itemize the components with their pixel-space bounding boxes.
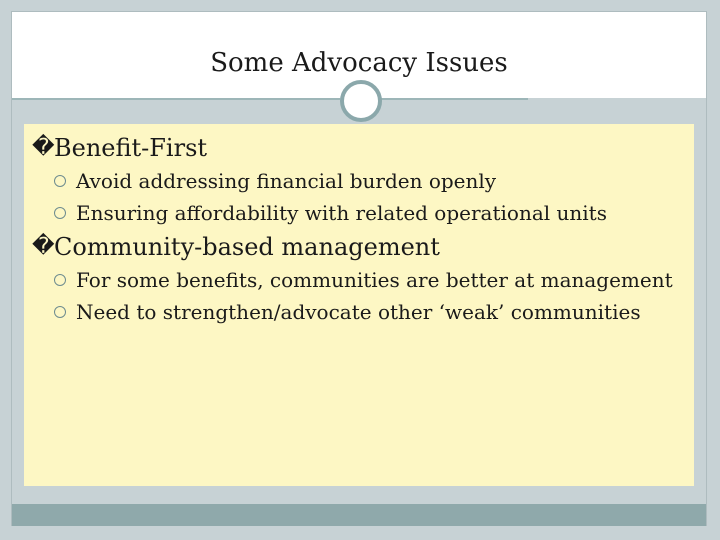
sub-bullet-text: Avoid addressing financial burden openly [76, 169, 497, 193]
sub-bullet [54, 168, 692, 194]
missing-glyph-icon: � [32, 234, 55, 259]
sub-bullet [54, 299, 692, 325]
footer-bar [12, 504, 706, 526]
circle-bullet-icon [54, 306, 66, 318]
bullet-group-benefit-first [32, 133, 692, 226]
sub-bullet-text: Ensuring affordability with related operational units [76, 201, 607, 225]
bullet-heading [32, 232, 692, 262]
circle-bullet-icon [54, 207, 66, 219]
bullet-heading-text: Community-based management [54, 233, 440, 261]
sub-bullet [54, 267, 692, 293]
bullet-heading-text: Benefit-First [54, 134, 208, 162]
bullet-list [32, 133, 692, 331]
circle-bullet-icon [54, 175, 66, 187]
sub-bullet-text: For some benefits, communities are better at management [76, 268, 673, 292]
sub-bullet [54, 200, 692, 226]
missing-glyph-icon: � [32, 135, 55, 160]
title-rule-left [12, 98, 340, 100]
title-rule-right [380, 98, 528, 100]
bullet-heading [32, 133, 692, 163]
circle-bullet-icon [54, 274, 66, 286]
bullet-group-community-management [32, 232, 692, 325]
sub-bullet-text: Need to strengthen/advocate other ‘weak’ communities [76, 300, 641, 324]
slide-title: Some Advocacy Issues [210, 48, 508, 78]
circle-ornament-icon [340, 80, 382, 122]
